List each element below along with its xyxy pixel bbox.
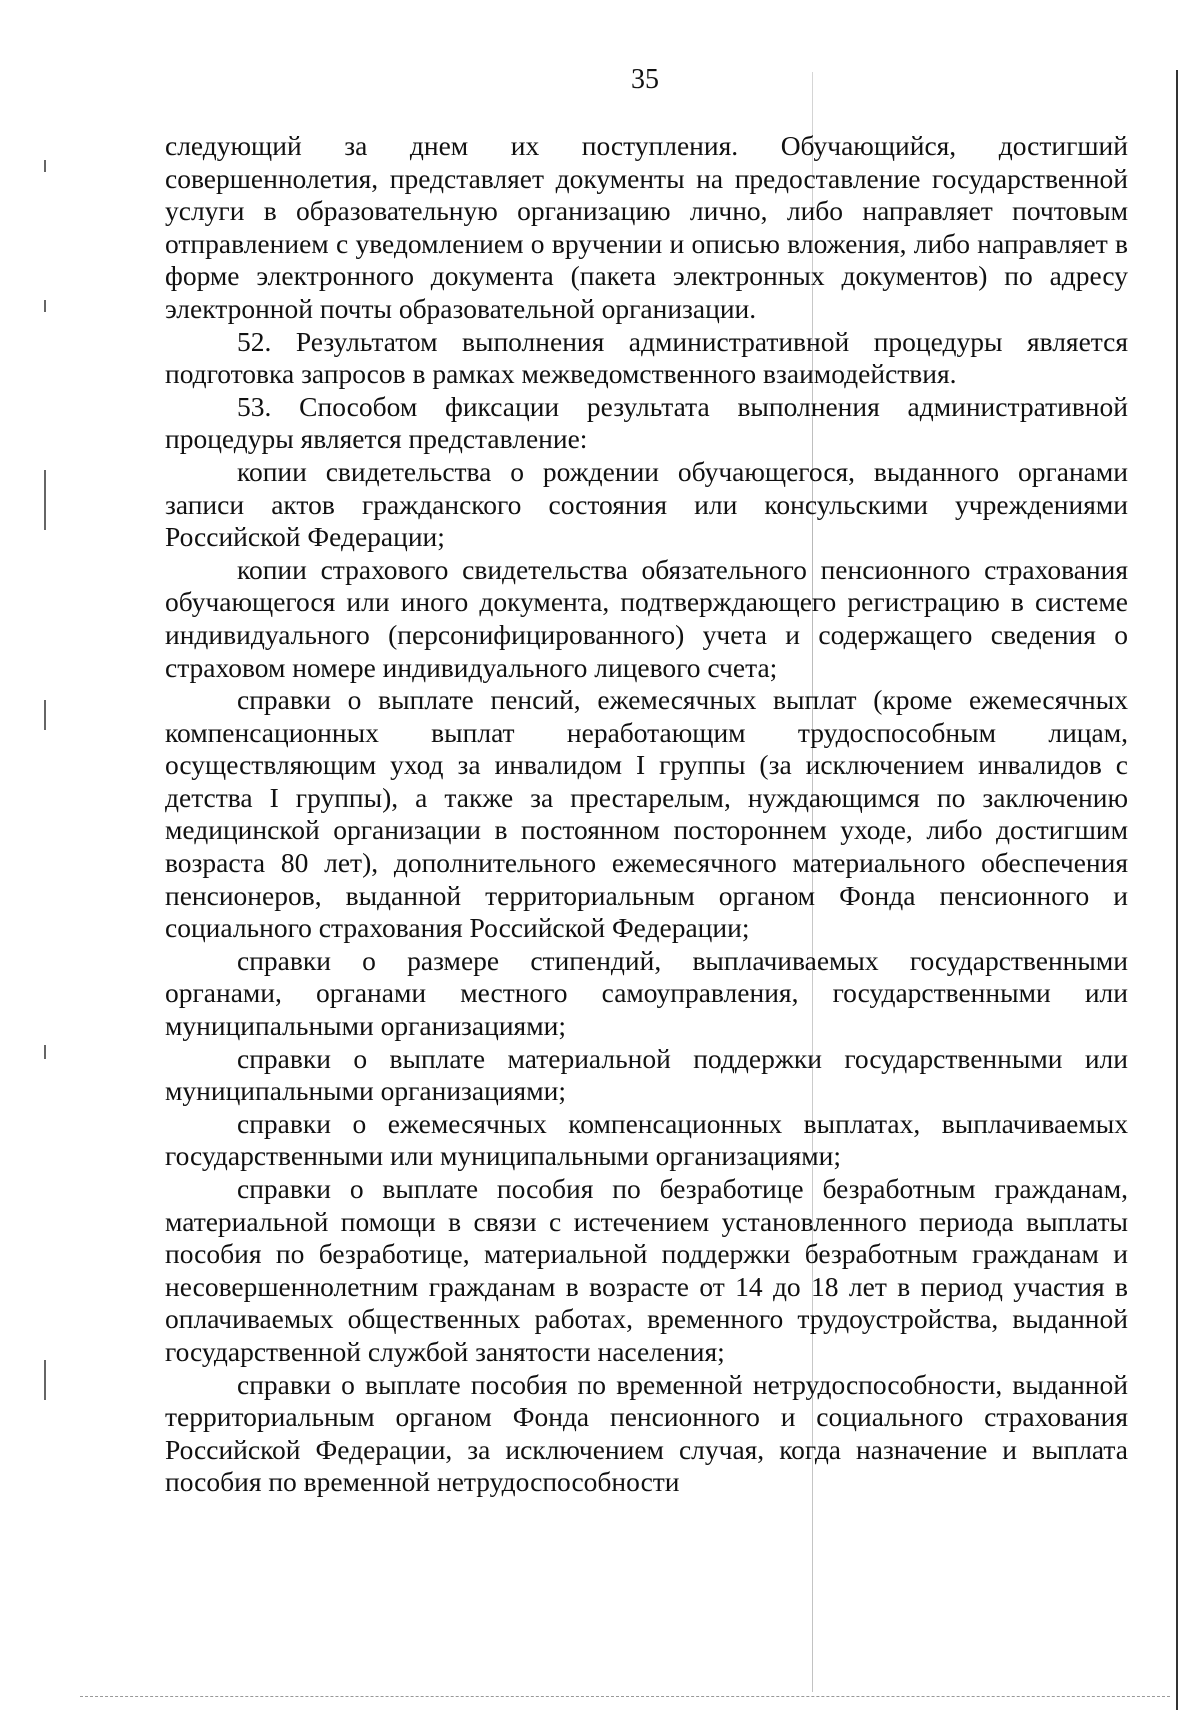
list-item-unemployment-benefit: справки о выплате пособия по безработице безработным гражданам, материальной помощи в связи с истечением установленного периода выплаты пособия по безработице, материальной поддержки безработным гражданам и несовершеннолетним гражданам в возрасте от 14 до 18 лет в период участия в оплачиваемых общественных работах, временного трудоустройства, выданной государственной службой занятости населения; (165, 1173, 1128, 1367)
scan-right-edge (1176, 70, 1178, 1710)
scan-mark (44, 1360, 46, 1400)
page-number: 35 (631, 64, 659, 95)
document-body (165, 130, 1128, 1499)
scan-mark (44, 1045, 46, 1059)
scan-mark (44, 700, 46, 730)
list-item-birth-certificate: копии свидетельства о рождении обучающегося, выданного органами записи актов гражданского состояния или консульскими учреждениями Российской Федерации; (165, 455, 1128, 553)
list-item-pension-payments: справки о выплате пенсий, ежемесячных выплат (кроме ежемесячных компенсационных выплат неработающим трудоспособным лицам, осуществляющим уход за инвалидом I группы (за исключением инвалидов с детства I группы), а также за престарелым, нуждающимся по заключению медицинской организации в постоянном постороннем уходе, либо достигшим возраста 80 лет), дополнительного ежемесячного материального обеспечения пенсионеров, выданной территориальным органом Фонда пенсионного и социального страхования Российской Федерации; (165, 684, 1128, 944)
scan-mark (44, 470, 46, 530)
scan-mark (44, 300, 46, 312)
scan-bottom-edge (80, 1696, 1170, 1698)
list-item-stipends: справки о размере стипендий, выплачиваемых государственными органами, органами местного самоуправления, государственными или муниципальными организациями; (165, 944, 1128, 1042)
paragraph-53: 53. Способом фиксации результата выполнения административной процедуры является представление: (165, 390, 1128, 455)
list-item-material-support: справки о выплате материальной поддержки государственными или муниципальными организациями; (165, 1042, 1128, 1107)
list-item-disability-benefit: справки о выплате пособия по временной нетрудоспособности, выданной территориальным органом Фонда пенсионного и социального страхования Российской Федерации, за исключением случая, когда назначение и выплата пособия по временной нетрудоспособности (165, 1368, 1128, 1498)
paragraph-continuation: следующий за днем их поступления. Обучающийся, достигший совершеннолетия, представляет документы на предоставление государственной услуги в образовательную организацию лично, либо направляет почтовым отправлением с уведомлением о вручении и описью вложения, либо направляет в форме электронного документа (пакета электронных документов) по адресу электронной почты образовательной организации. (165, 130, 1128, 324)
list-item-insurance-certificate: копии страхового свидетельства обязательного пенсионного страхования обучающегося или иного документа, подтверждающего регистрацию в системе индивидуального (персонифицированного) учета и содержащего сведения о страховом номере индивидуального лицевого счета; (165, 553, 1128, 683)
scan-mark (44, 160, 46, 172)
list-item-compensation-payments: справки о ежемесячных компенсационных выплатах, выплачиваемых государственными или муниципальными организациями; (165, 1107, 1128, 1172)
paragraph-52: 52. Результатом выполнения административной процедуры является подготовка запросов в рамках межведомственного взаимодействия. (165, 325, 1128, 390)
